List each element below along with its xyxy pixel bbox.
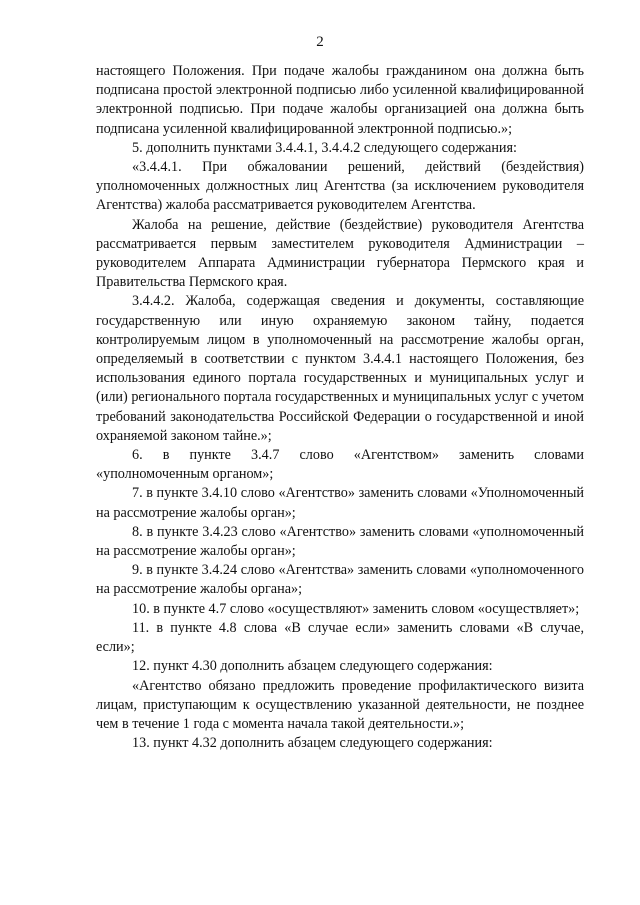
paragraph: Жалоба на решение, действие (бездействие) руководителя Агентства рассматривается первым заместителем руководителя Администрации – руководителем Аппарата Администрации губернатора Пермского края и Правительства Пермского края. [96, 216, 584, 291]
paragraph: 7. в пункте 3.4.10 слово «Агентство» заменить словами «Уполномоченный на рассмотрение жалобы орган»; [96, 485, 584, 521]
paragraph: 9. в пункте 3.4.24 слово «Агентства» заменить словами «уполномоченного на рассмотрение жалобы органа»; [96, 562, 584, 598]
paragraph: 3.4.4.2. Жалоба, содержащая сведения и документы, составляющие государственную или иную охраняемую законом тайну, подается контролируемым лицом в уполномоченный на рассмотрение жалобы орган, определяемый в соответствии с пунктом 3.4.4.1 настоящего Положения, без использования единого портала государственных и муниципальных услуг и (или) регионального портала государственных и муниципальных услуг с учетом требований законодательства Российской Федерации о государственной и иной охраняемой законом тайне.»; [96, 293, 584, 444]
paragraph: 10. в пункте 4.7 слово «осуществляют» заменить словом «осуществляет»; [132, 600, 580, 617]
document-body [96, 62, 584, 753]
paragraph: 12. пункт 4.30 дополнить абзацем следующего содержания: [132, 658, 493, 675]
paragraph: настоящего Положения. При подаче жалобы гражданином она должна быть подписана простой электронной подписью либо усиленной квалифицированной электронной подписью. При подаче жалобы организацией она должна быть подписана усиленной квалифицированной электронной подписью.»; [96, 63, 584, 137]
page-number: 2 [316, 34, 324, 50]
paragraph: 13. пункт 4.32 дополнить абзацем следующего содержания: [132, 735, 493, 752]
paragraph: 6. в пункте 3.4.7 слово «Агентством» заменить словами «уполномоченным органом»; [96, 447, 584, 483]
paragraph: 11. в пункте 4.8 слова «В случае если» заменить словами «В случае, если»; [96, 619, 584, 656]
paragraph: «Агентство обязано предложить проведение профилактического визита лицам, приступающим к осуществлению указанной деятельности, не позднее чем в течение 1 года с момента начала такой деятельности.»; [96, 677, 584, 732]
paragraph: 8. в пункте 3.4.23 слово «Агентство» заменить словами «уполномоченный на рассмотрение жалобы орган»; [96, 523, 584, 560]
paragraph: 5. дополнить пунктами 3.4.4.1, 3.4.4.2 следующего содержания: [132, 139, 517, 156]
paragraph: «3.4.4.1. При обжаловании решений, действий (бездействия) уполномоченных должностных лиц Агентства (за исключением руководителя Агентства) жалоба рассматривается руководителем Агентства. [96, 159, 584, 214]
